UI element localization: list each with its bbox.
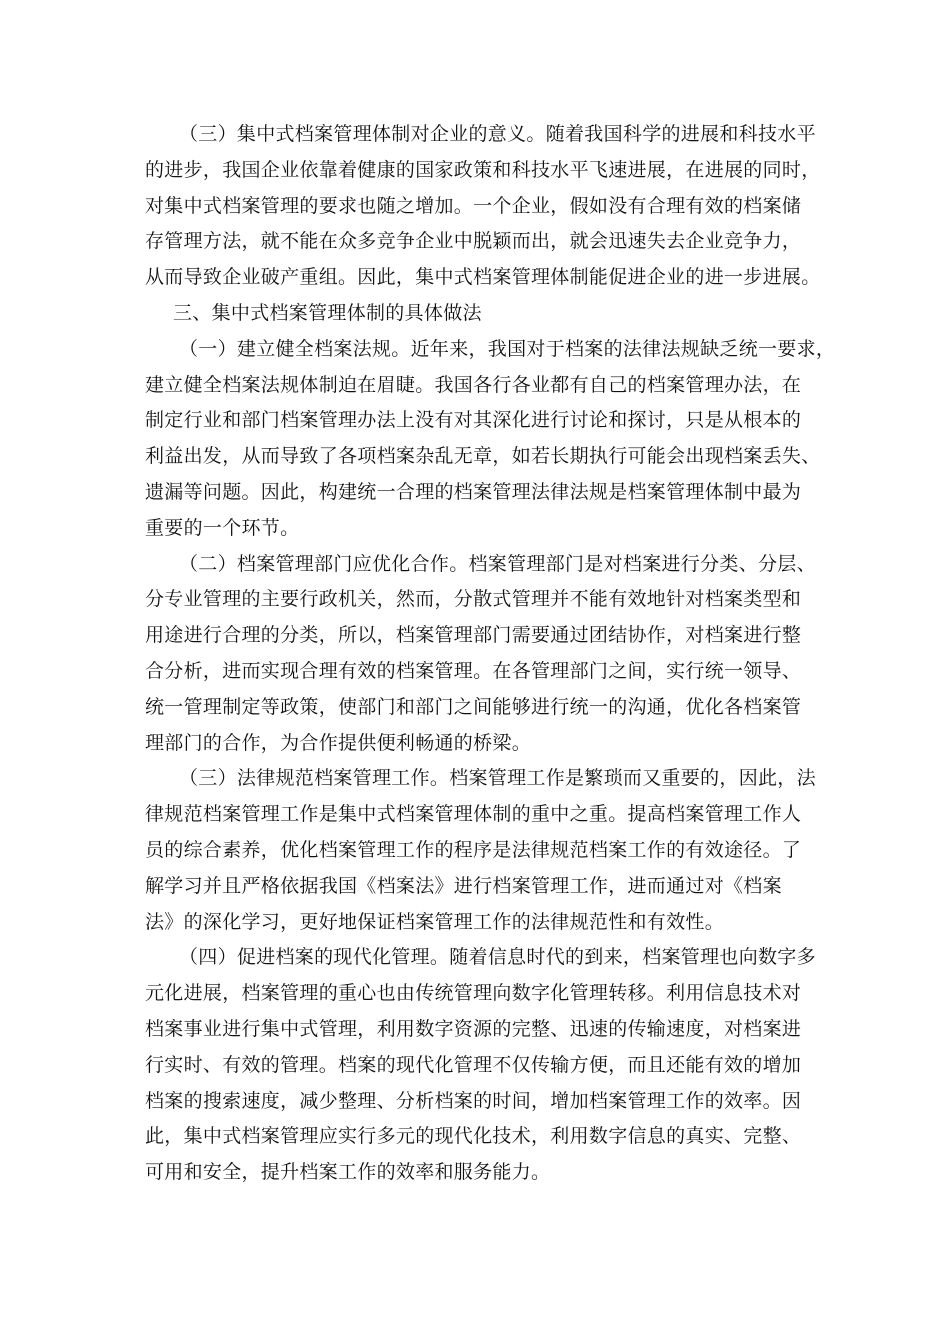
paragraph-line: （二）档案管理部门应优化合作。档案管理部门是对档案进行分类、分层、	[179, 552, 816, 575]
paragraph-line: 分专业管理的主要行政机关，然而，分散式管理并不能有效地针对档案类型和	[145, 588, 802, 611]
paragraph-line: 档案的搜索速度，减少整理、分析档案的时间，增加档案管理工作的效率。因	[145, 1089, 802, 1112]
paragraph-line: 行实时、有效的管理。档案的现代化管理不仅传输方便，而且还能有效的增加	[145, 1053, 802, 1076]
paragraph-line: 合分析，进而实现合理有效的档案管理。在各管理部门之间，实行统一领导、	[145, 659, 802, 682]
paragraph-line: 建立健全档案法规体制迫在眉睫。我国各行各业都有自己的档案管理办法，在	[145, 373, 802, 396]
paragraph-line: 遗漏等问题。因此，构建统一合理的档案管理法律法规是档案管理体制中最为	[145, 480, 802, 503]
paragraph-line: 存管理方法，就不能在众多竞争企业中脱颖而出，就会迅速失去企业竞争力，	[145, 230, 802, 253]
paragraph-line: 制定行业和部门档案管理办法上没有对其深化进行讨论和探讨，只是从根本的	[145, 409, 802, 432]
paragraph-line: 理部门的合作，为合作提供便利畅通的桥梁。	[145, 731, 532, 754]
document-body	[145, 117, 836, 1191]
paragraph-line: 元化进展，档案管理的重心也由传统管理向数字化管理转移。利用信息技术对	[145, 982, 802, 1005]
paragraph-line: 律规范档案管理工作是集中式档案管理体制的重中之重。提高档案管理工作人	[145, 803, 802, 826]
paragraph-line: 档案事业进行集中式管理，利用数字资源的完整、迅速的传输速度，对档案进	[145, 1017, 802, 1040]
paragraph-line: （一）建立健全档案法规。近年来，我国对于档案的法律法规缺乏统一要求，	[179, 337, 836, 360]
paragraph-line: （三）集中式档案管理体制对企业的意义。随着我国科学的进展和科技水平	[179, 123, 816, 145]
paragraph-line: 的进步，我国企业依靠着健康的国家政策和科技水平飞速进展，在进展的同时，	[145, 158, 821, 181]
paragraph-line: 从而导致企业破产重组。因此，集中式档案管理体制能促进企业的进一步进展。	[145, 266, 821, 289]
paragraph-line: 解学习并且严格依据我国《档案法》进行档案管理工作，进而通过对《档案	[145, 874, 782, 897]
paragraph-line: 利益出发，从而导致了各项档案杂乱无章，如若长期执行可能会出现档案丢失、	[145, 445, 821, 468]
paragraph-line: 对集中式档案管理的要求也随之增加。一个企业，假如没有合理有效的档案储	[145, 194, 802, 217]
paragraph-line: 统一管理制定等政策，使部门和部门之间能够进行统一的沟通，优化各档案管	[145, 695, 802, 718]
section-heading: 三、集中式档案管理体制的具体做法	[173, 301, 482, 324]
paragraph-line: 用途进行合理的分类，所以，档案管理部门需要通过团结协作，对档案进行整	[145, 624, 802, 647]
paragraph-line: （三）法律规范档案管理工作。档案管理工作是繁琐而又重要的，因此，法	[179, 767, 816, 790]
paragraph-line: 员的综合素养，优化档案管理工作的程序是法律规范档案工作的有效途径。了	[145, 838, 802, 861]
paragraph-line: （四）促进档案的现代化管理。随着信息时代的到来，档案管理也向数字多	[179, 946, 816, 969]
paragraph-line: 法》的深化学习，更好地保证档案管理工作的法律规范性和有效性。	[145, 910, 725, 933]
paragraph-line: 此，集中式档案管理应实行多元的现代化技术，利用数字信息的真实、完整、	[145, 1125, 802, 1148]
paragraph-line: 重要的一个环节。	[145, 516, 300, 539]
paragraph-line: 可用和安全，提升档案工作的效率和服务能力。	[145, 1161, 551, 1184]
